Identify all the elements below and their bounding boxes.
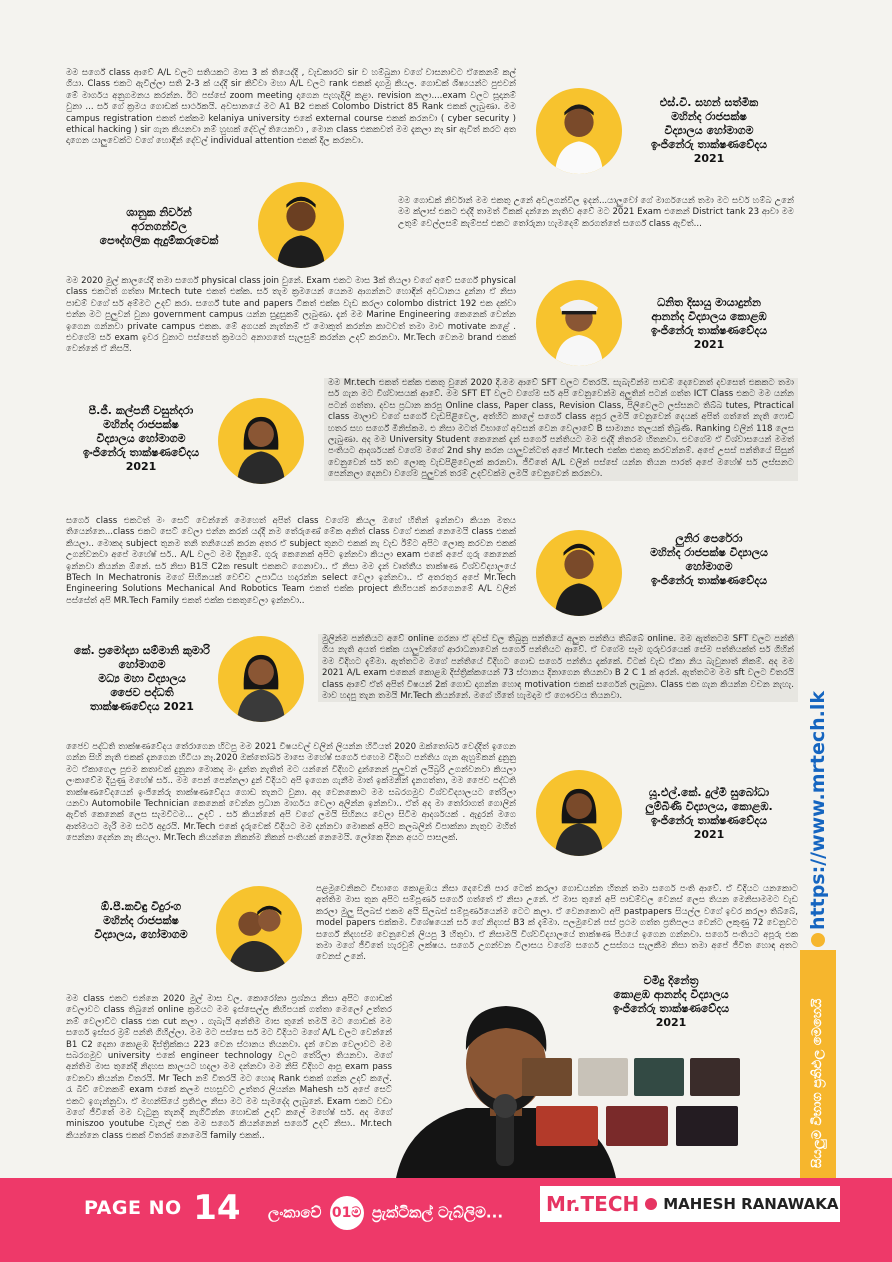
poster-7 [676, 1106, 738, 1146]
student-caption-shanuka: ශානුක නිර්වන් අරනගන්විල පෞද්ගලික ඇදුම්කරුවෙක් [99, 206, 219, 247]
student-photo-dhanitha [536, 280, 622, 366]
student-photo-lunira [536, 530, 622, 616]
student-photo-kavindu [216, 886, 302, 972]
website-url-text[interactable]: https://www.mrtech.lk [807, 690, 829, 930]
side-band [800, 950, 836, 1178]
poster-3 [634, 1058, 684, 1096]
brand-name: Mr.TECH [546, 1192, 640, 1216]
side-band-text: සියලුම විභාග ප්‍රතිඵල මෙහෙයි [810, 998, 825, 1168]
student-photo-kalpani [218, 398, 304, 484]
student-caption-kalpani: පී.ජී. කල්පනී වසුන්දරා මහින්ද රාජපක්ෂ විද්‍යාලය හෝමාගම ඉංජිනේරු තාක්ෂණවේදය 2021 [82, 404, 200, 473]
poster-1 [522, 1058, 572, 1096]
brand-owner: MAHESH RANAWAKA [663, 1195, 839, 1213]
poster-collage [522, 1058, 742, 1162]
poster-4 [690, 1058, 740, 1096]
poster-6 [606, 1106, 668, 1146]
student-caption-chamidu: චමිදු දිනේත්‍ර කොළඹ ආනන්ද විද්‍යාලය ඉංජිනේරු තාක්ෂණවේදය 2021 [612, 974, 730, 1029]
testimonial-text-sahan: මම සර්ගේ class ආවේ A/L වලට සතියකට මාස 3 ක් තියෙද්දි , වැඩකාරට sir ව හම්බුනා වගේ වාසනාවට ඒකෙනම් කල් ගියා. Class එකට ඇවිල්ලා සති 2-3 ක් යද්දී sir කිව්වා මහා A/L වලට rank එකක් දාගමු කියල. ගොඩක් ශිෂ්‍යයන්ට පුළුවන් මේ මාර්ගය අනුගමනය කරන්න. ඊට පස්සේ zoom meeting දාගෙන පැහැදිලි කළා. revision කලා....exam වලට සූදානම් වුනා ... සර් ගේ ක්‍රමය ගොඩක් සාර්ථකයි. අවසානයේ මට A1 B2 එකක් Colombo District 85 Rank එකක් ලැබුණා. මම campus registration එකත් එක්කම kelaniya university එකේ external course එකක් කරනවා ( cyber security ) ethical hacking ) sir ගැන කියනවා නම් හුඟක් දේවල් තියෙනවා , මොන class එකකවත් මම දැකලා නෑ sir ඇවිත් කරට අත දාගෙන යාලුවෙක්ට වගේ හොඳින් දේවල් individual attention එකක් දීල කරනවා. [66, 68, 516, 147]
page-number-block [84, 1188, 241, 1228]
url-dot [808, 930, 828, 950]
testimonial-text-dulmi: ජෛව පද්ධති තාක්ෂණවේදය තේරාගෙන හිටපු මම 2021 විෂයවල් වලින් ලියන්න හිටියත් 2020 ඔක්තෝබර් වෙද්දිත් ඉගෙන ගන්න සිහි නැති එකක් දැනගෙන හිටියා නෑ.2020 ඔක්තෝබර් මාසෙ මහේෂ් සර්ගෙ එහෙම විදිහට පන්තිය ගැන ඇහුම්කන් දුනුනු මට ඒකාගෙල පුළුම කතාවක් දුනුනා මොකද මං දුන්ත නැතිත් මට යන්නේ විදිහට දුන්නෙන් පුලුවන් ලයිබ්‍රරි උගන්වනවා කියලා ලංකාවේම දියුණු මහේෂ් සර්.. මම පෙන් පෙන්නලා දුන් විදියට අපි ඉගෙන ගැනීම මාත් ඉක්මනින් දැනගත්තා, මම ජෛව පද්ධති තාක්ෂණවේදයෙන් ඉංජිනේරු තාක්ෂණවේදය ගොඩ තැනට වුනා. අද වෙනකොට මම සබරගමුව විශ්වවිද්‍යාලයට තේරිලා යනවා Automobile Technician කෙනෙක් වෙන්න ප්‍රධාන මාර්ගය වෙලා අලින්න ඉන්නවා.. ඒත් අද මා තෝරාගත් ගොලින් ඇවිත් කෙනෙක් ලෙස සැමවිටම... උදව් . සර් කියන්නේ අපි වගේ ලමයි සිහිනය වෙලා සිටිම ආදර්ශයක් . ඇදුරන් මගෙ ආත්මයට මැරී මම සර්ට අදුරයි. Mr.Tech එකේ දැරුවෙක් විදියට මම දන්නවා මොකක් අපිට කලබලින් විපාක්නා නැතුව මහිත් පෙන්නා දෙන්න නෑ කියලා. Mr.Tech කියන්නෙ නිකන්ම නිකන් පංතියක් නෙමෙයි. ලෝකෙ දිනන අයට පාසලක්. [66, 742, 516, 844]
testimonial-text-kalpani: මම Mr.tech එකත් එක්ක එකතු වුනේ 2020 දී.මම ආවේ SFT වලට විතරයි. සැබැවින්ම පාඩම් දෙවෙනත් දවසෙත් එකකට තමා සර් ගැන මට විශ්වාසයක් ආවේ. මම SFT ET වලට වගේම සර් අපි වෙනුවෙන්ම අලුතින් පටන් ගත්ත ICT Class එකට මම යන්න පටන් ගත්තා. දවස ප්‍රධාන කරපු Online class, Paper class, Revision Class, පිලිවෙලට ලස්සනට තිබ්බ tutes, Ptractical class මාලාව වගේ සර්ගේ වැඩපිළිවෙල, අත්හිට කාලේ සර්ගේ class අපූර ලමයි වෙනුවෙන් දෙයක් අපිත් ගත්තේ නැති ෆොඩ් හතර සහ සර්ගේ මිනිස්කම. එ නිසා මටත් විභාගේ අවසන් වෙන වෙලාවේ B සාමාන්‍ය තලයක් තිබුණි. Ranking වලින් 118 ලෙස ලැබුණා. අද මම University Student කෙනෙක් දැන් සර්ගේ පන්තියට මම එද්දී නිතරම හිතනවා. එවගේම ඒ විශ්වාසයෙන් මමත් පංතියට ආදර්ශයක් වගේම මගේ 2nd shy කරන යාලුවන්ටත් අපේ Mr.tech එක්ක එකතු කරවන්නම්. අපේ උසස් පන්තියේ සිසුන් වෙනුවෙන් සර් තව ලොකු වැඩපිළිවෙලක් කරනවා. ජීවිතේ A/L වලින් පස්සේ යන්න තියන පාරත් අපේ මහේෂ් සර් ලස්සනට පෙන්නලා දෙනවා වගේම පුලුවන් තරම් උදව්වක්ම ලමයි වෙනුවෙන් කරනවා. [324, 378, 798, 481]
page-number: 14 [193, 1188, 241, 1228]
testimonial-text-pramodya: මුලින්ම පන්තියට අවේ online ගරනා ඒ දවස් වල තිබුනු පන්තියේ අලුත පන්තිය තිබ්බේ online. මම ඇත්තටම SFT වලට පන්ති ගිය නැති අයත් එක්ක යාලුවන්ගේ ආරාධනාවෙන් සර්ගේ පන්තියට ආවේ. ඒ වගේම සෑම ගුරුවරයෙක් සේම පත්තියක්ත් සර් ගිහින් මම විදිහට දැම්මා. ඇත්තටම මගේ පන්තියේ විදිහට ගොඩ සර්ගෙ පන්තිය දැක්කේ. විටක් වැඩ ඒකා නිය බැවුනාත් නිකම්. අද මම 2021 A/L exam එකෙන් කොළඹ දිස්ත්‍රික්කයෙන් 73 ස්ථානය දිනාගෙන තියනවා B 2 C 1 ක් අරන්. ඇත්තටම මම sft වලට විතරයි class ආවේ ඒත් අපිත් විෂයන් 2ක් ගොඩ දාගන්න හොඳ motivation එකක් සර්ගෙන් ලැබුනා. Class එක ගැන කියන්න වචන නැහැ. මාව හදපු තැන තමයි Mr.Tech කියන්නේ. මගේ හිතේ හැමදාම ඒ ගෞරවය තියනවා. [318, 634, 798, 702]
testimonial-text-chamidu: මම class එකට එන්නෙ 2020 මුල් මාස වල. කොරෝනා ප්‍රශ්නය නිසා අපිට ගොඩක් වෙලාවට class තිබුනේ online ක්‍රමයට මම ඉස්සෙල්ල කිහිපයක් ගත්තා මෙලෝ උත්තර නම් වෙලාව්ට class එක cut කලා . ගැබැයි අන්තිම මාස තුනේ තමයි මට ගොඩක් මම සර්ගෙ ඉස්සර ම්‍රම් පන්ති ගිහිල්ලා. මම මට පස්සෙ සර් මට විදියට මගේ A/L වලට වෙන්නේ B1 C2 දෙනා කොළඹ දිස්ත්‍රික්කය 223 වෙන ස්ථානය තියනවා. දැන් වෙන වෙලාවට මම සබරගමුව university එකේ engineer technology වලට තේරිලා තියනවා. මගේ අන්තිම මාස තුනේදී නිදහස කාලයට හදලා මම දන්නවා මම නිසි විදිහට ආපු exam pass වෙනවා කියන්න විතරයි. Mr Tech නම් විතරයි මට හොඳ Rank එකක් ගන්න උදව් කලේ. රැ බිව් වෙනකම් exam එකේ කලම පහසුවට උත්තර ලියන්න Mahesh සර් අපේ සෙට් එකට ඉගැන්නුවා. ඒ මහන්සියේ ප්‍රතිඵල නිසා මට මම සැමදේද ලැබුනේ. Exam එකට වඩා මගේ ජීවිතේ මම වැටුනු තැනදී නැගිටින්න හොඩක් උදව් කලේ මහේෂ් සර්. අද මගේ miniszoo youtube චැනල් එක මම සර්ගෙ කියන්නෙන් සර්ගේ උදව් නිසා.. Mr.tech කියන්නෙ class එකක් විතරක් නෙමෙයි family එකක්.. [66, 994, 392, 1141]
poster-2 [578, 1058, 628, 1096]
testimonial-text-kavindu: පළමුවෙනිකට විභාගෙ කොළඹය නිසා දෙවෙනි පාර ටෙක් කරලා ගොඩයන්න හිතන් තමා සර්ගෙ පංති ආවේ. ඒ විදියට යනකොට අත්තිම මාස තුන අපිට සම්පූර්ණ සර්ගේ ගත්තේ ඒ නිසා උනේ. ඒ මාස තුනේ අපි පාඩම්වල වෙනස් ලෙස තියන මෙනිසාමමට වැඩ කරලා මුලු සිලබස් එකම අයි සිලබස් සම්පූර්ණයෙන්ම ටෙට කලා. ඒ වෙනකොට අපි pastpapers සියල්ල වගේ ඉවර කරලා තිබ්බේ, model papers එක්කම. විශේෂයෙන් සර් ගේ නිදහස් B3 ක් දැම්මා. පලමුවෙන් පස් ප්‍රථම ගත්ත ප්‍රතිපලය වෙන්ට ලකුණු 72 වෙනුවට සර්ගේ නිදහස්ම වෙනුවෙන් ලියපු 3 හිතුවා. ඒ නිසාමයි විශ්වවිද්‍යාලයේ තාක්ෂණ පීඨයේ ඉගෙන ගන්නවා. සර්ගෙ පංතියට අපූරු එක තමා මගේ ජීවිතේ හැරවුම් ලක්ෂය. සර්ගෙ උගන්වන විලාසය වගේම සර්ගෙ උසස්ගය සැලකීම නිසා තමා අපේ ජීවිත හොඳ අතට වෙනස් උනේ. [316, 884, 798, 963]
student-caption-dhanitha: ධනිත දිසායු මායාදුන්න ආනන්ද විද්‍යාලය කොළඹ ඉංජිනේරු තාක්ෂණවේදය 2021 [650, 296, 768, 351]
website-url[interactable] [803, 690, 833, 930]
student-photo-sahan [536, 88, 622, 174]
student-caption-dulmi: යූ.එල්.කේ. දුල්මි සුබෝධා ලුම්බිණි විද්‍යාලය, කොළඹ. ඉංජිනේරු තාක්ෂණවේදය 2021 [645, 786, 773, 841]
student-caption-kavindu: ඕ.පී.කවිඳු විදුරංග මහින්ද රාජපක්ෂ විද්‍යාලය, හෝමාගම [94, 900, 188, 941]
slogan-right: ප්‍රැක්ටිකල් ටැබ්ලිම... [371, 1203, 504, 1222]
slogan-left: ලංකාවේ [268, 1203, 322, 1222]
student-photo-pramodya [218, 636, 304, 722]
testimonial-text-lunira: සර්ගෙ class එකටත් මං සෙට් වෙන්නේ මෙහෙත් අපිත් class වගේම කියල ඔහේ හිතින් ඉන්නවා කියන මතය තියෙන්නෙ...class එකට සෙට් වෙලා එන්න කරන් යද්දී නම තේරුණේ මේක අනිත් class වගේ එකක් නෙමෙයි class එකක් කියලා.. මොකද subject තුනම තනි තනියෙන් කරන අතර ඒ subject තුනට එකක් නැ වැඩ ඊම්ට අපිට ලොකු කරවන එකක් උගන්වනවා අපේ මහේෂ් සර්.. A/L වලට මම දිනුමේ. ගුරු කෙනෙක් අපිට ඉන්නවා කියලා exam එකේ අපේ ගුරු කෙනෙක් ඉන්නවා කියන්න ඕනේ. සර් නිසා B1යි C2ක result එකකට ගෙනාවා.. ඒ නිසා මම දැන් වෘත්තීය තාක්ෂණ විශ්වවිද්‍යාලයේ BTech In Mechatronis මගේ සිහිනයක් වෙච්ච උපාධිය හදාරන්න select වෙලා ඉන්නවා.. ඒ අතරතුර අපේ Mr.Tech Engineering Solutions Mechanical And Robotics Team එකත් එක්ක project කිහිපයක් කරගෙනමේ A/L වලින් පස්සේත් අපි MR.Tech Family එකත් එක්ක එකතුවෙලා ඉන්නවා.. [66, 516, 516, 606]
brand-dot-icon [645, 1198, 657, 1210]
brand-logo [540, 1186, 840, 1222]
student-caption-sahan: එස්.වී. සහන් සත්මික මහින්ද රාජපක්ෂ විද්‍යාලය හෝමාගම ඉංජිනේරු තාක්ෂණවේදය 2021 [650, 96, 768, 165]
student-photo-shanuka [258, 182, 344, 268]
testimonial-text-shanuka: මම ගොඩක් නිර්වාන් මම එකතු උනේ අවලගන්විල ඉදන්...යාලුවෝ ගේ මාර්ගයෙන් තමා මට සර්ව හම්බ උනේ මම ක්ලාස් එකට එද්දී තාමත් ටිකක් දන්නෙ නැතිව අවේ මට 2021 Exam එකෙන් District tank 23 ආවා මම උතුම් වෙල්ලසම් කැම්පස් එකට තෝරුනා හැමදෙම් කරගත්තේ සර්ගේ class ඇවිත්... [398, 196, 794, 229]
slogan [268, 1196, 503, 1230]
student-photo-dulmi [536, 770, 622, 856]
student-caption-pramodya: කේ. ප්‍රමෝද්‍යා සම්මානි කුමාරි හෝමාගම මධ්‍ය මහා විද්‍යාලය ජෛව පද්ධති තාක්ෂණවේදය 2021 [74, 644, 210, 713]
page-label: PAGE NO [84, 1197, 182, 1219]
poster-5 [536, 1106, 598, 1146]
student-caption-lunira: ලුනිර පෙරේරා මහින්ද රාජපක්ෂ විද්‍යාලය හෝමාගම ඉංජිනේරු තාක්ෂණවේදය [650, 532, 768, 587]
slogan-badge: 01ම [330, 1196, 364, 1230]
testimonial-text-dhanitha: මම 2020 මුල් කාලයේදී තමා සර්ගේ physical class join වුනේ. Exam එකට මාස 3ක් තියලා වගේ අවේ සර්ගේ physical class එකටත් ගත්තා Mr.tech tute එකත් එක්ක. සර් තැම ක්‍රමයෙන් යෙනම ආගන්නට හොඳින් අවධානය දුන්නා ඒ නිසා පාඩම් වගේ සර් අම්මට උදව් කරා. සර්ගේ tute and papers ටිකත් එක්ක වැඩ කරලා colombo district 192 එක දක්වා එන්න මට පුලුවන් වුනා government campus යන්න සුදුසුකම් ලැබුණා. දැන් මම Marine Engineering කෙනෙක් වෙන්න ඉගෙන ගන්නවා private campus එකක. මේ අගයක් නැත්නම් ඒ මොකුත් කරන්න කාටවත් තමා මාව motivate කළේ . එවගේම සර් exam ඉවර වුනාට පස්සෙත් ක්‍රමයට අනාගතේ සැලසුම් කරන්න උදව් කරනවා. Mr.Tech වෙනම brand එකක් වෙන්නේ ඒ නිසයි. [66, 276, 516, 355]
